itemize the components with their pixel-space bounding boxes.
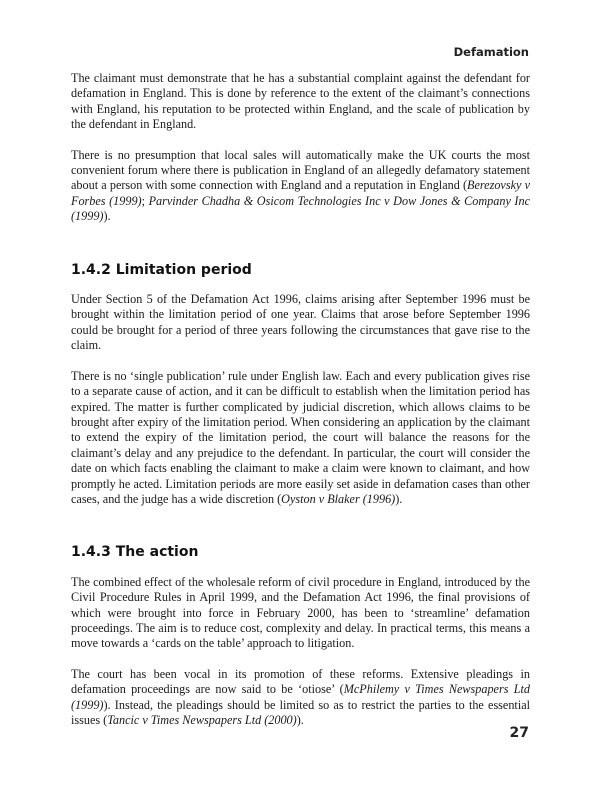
section-heading-limitation: 1.4.2 Limitation period (71, 261, 252, 278)
text-run: There is no ‘single publication’ rule under English law. Each and every publication gives rise to a separate cause of action, and it can be difficult to establish when the limitation period has expired. The matter is further complicated by judicial discretion, which allows claims to be brought after expiry of the limitation period. When considering an application by the claimant to extend the expiry of the limitation period, the court will balance the reasons for the claimant’s delay and any prejudice to the defendant. In particular, the court will consider the date on which facts enabling the claimant to make a claim were known to claimant, and how promptly he acted. Limitation periods are more easily set aside in defamation cases than other cases, and the judge has a wide discretion ( (71, 368, 530, 506)
intro-paragraph-2 (71, 148, 530, 225)
text-run: ). (103, 209, 111, 224)
running-head: Defamation (453, 45, 529, 59)
case-citation: Parvinder Chadha & Osicom Technologies Inc v Dow Jones & Company Inc (1999) (71, 193, 530, 224)
section-heading-action: 1.4.3 The action (71, 544, 199, 561)
case-citation: Tancic v Times Newspapers Ltd (2000) (107, 713, 297, 727)
page-number: 27 (509, 725, 529, 741)
text-run: The court has been vocal in its promotion of these reforms. Extensive pleadings in defamation proceedings are now said to be ‘otiose’ ( (71, 666, 530, 697)
text-run: ). Instead, the pleadings should be limited so as to restrict the parties to the essential issues ( (71, 697, 530, 727)
case-citation: Berezovsky v Forbes (1999) (71, 178, 530, 208)
case-citation: Oyston v Blaker (1996) (281, 491, 396, 506)
action-paragraph-1: The combined effect of the wholesale reform of civil procedure in England, introduced by the Civil Procedure Rules in April 1999, and the Defamation Act 1996, the final provisions of which were brought into force in February 2000, has been to ‘streamline’ defamation proceedings. The aim is to reduce cost, complexity and delay. In practical terms, this means a move towards a ‘cards on the table’ approach to litigation. (71, 574, 530, 651)
action-paragraph-2 (71, 667, 530, 729)
limitation-paragraph-1: Under Section 5 of the Defamation Act 1996, claims arising after September 1996 must be brought within the limitation period of one year. Claims that arose before September 1996 could be brought for a period of three years following the circumstances that gave rise to the claim. (71, 292, 530, 353)
page-body (71, 71, 530, 728)
limitation-paragraph-2 (71, 369, 530, 508)
intro-paragraph-1: The claimant must demonstrate that he has a substantial complaint against the defendant for defamation in England. This is done by reference to the extent of the claimant’s connections with England, his reputation to be protected within England, and the scale of publication by the defendant in England. (71, 71, 530, 132)
text-run: ). (395, 491, 403, 506)
case-citation: McPhilemy v Times Newspapers Ltd (1999) (71, 682, 530, 712)
text-run: ). (296, 713, 304, 727)
text-run: There is no presumption that local sales will automatically make the UK courts the most convenient forum where there is publication in England of an allegedly defamatory statement about a person with some connection with England and a reputation in England ( (71, 147, 530, 193)
text-run: ; (141, 193, 149, 208)
